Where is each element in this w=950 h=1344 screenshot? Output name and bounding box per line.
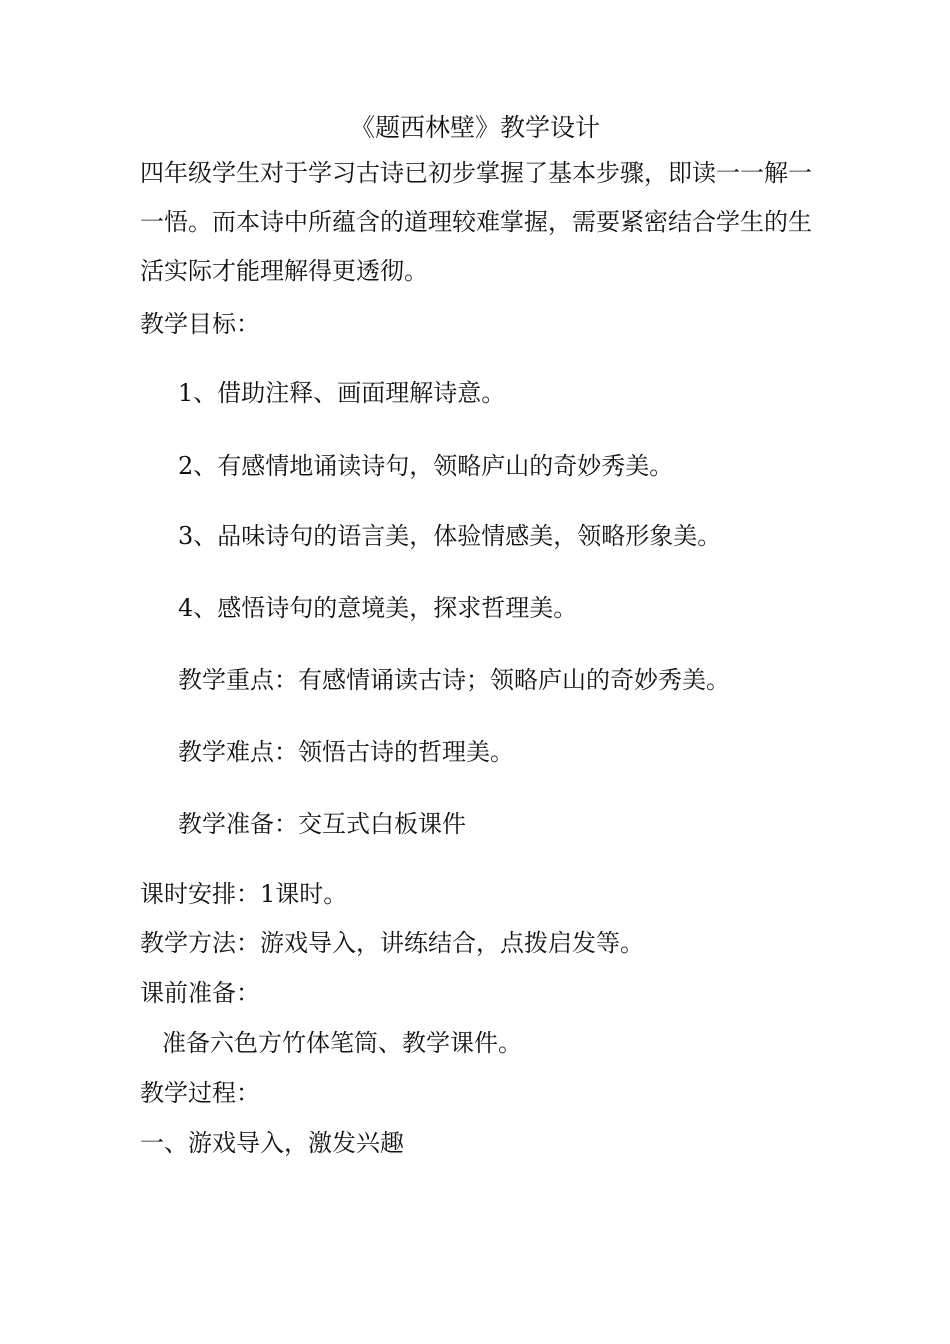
key-point: 教学重点：有感情诵读古诗；领略庐山的奇妙秀美。 — [178, 666, 730, 694]
schedule: 课时安排：1课时。 — [140, 880, 348, 908]
difficulty: 教学难点：领悟古诗的哲理美。 — [178, 738, 514, 766]
intro-line-1: 四年级学生对于学习古诗已初步掌握了基本步骤，即读一一解一 — [140, 159, 812, 187]
intro-line-2: 一悟。而本诗中所蕴含的道理较难掌握，需要紧密结合学生的生 — [140, 208, 812, 236]
prep-content: 准备六色方竹体笔筒、教学课件。 — [162, 1029, 522, 1057]
goals-heading: 教学目标： — [140, 310, 260, 338]
goal-item-2: 2、有感情地诵读诗句，领略庐山的奇妙秀美。 — [178, 452, 674, 480]
document-title: 《题西林壁》教学设计 — [349, 113, 600, 142]
goal-item-1: 1、借助注释、画面理解诗意。 — [178, 379, 506, 407]
prep-heading: 课前准备： — [140, 979, 260, 1007]
process-heading: 教学过程： — [140, 1079, 260, 1107]
goal-item-3: 3、品味诗句的语言美，体验情感美，领略形象美。 — [178, 522, 722, 550]
section-heading-1: 一、游戏导入，激发兴趣 — [140, 1129, 404, 1157]
teaching-method: 教学方法：游戏导入，讲练结合，点拨启发等。 — [140, 929, 644, 957]
materials: 教学准备：交互式白板课件 — [178, 810, 466, 838]
goal-item-4: 4、感悟诗句的意境美，探求哲理美。 — [178, 594, 578, 622]
intro-line-3: 活实际才能理解得更透彻。 — [140, 257, 428, 285]
